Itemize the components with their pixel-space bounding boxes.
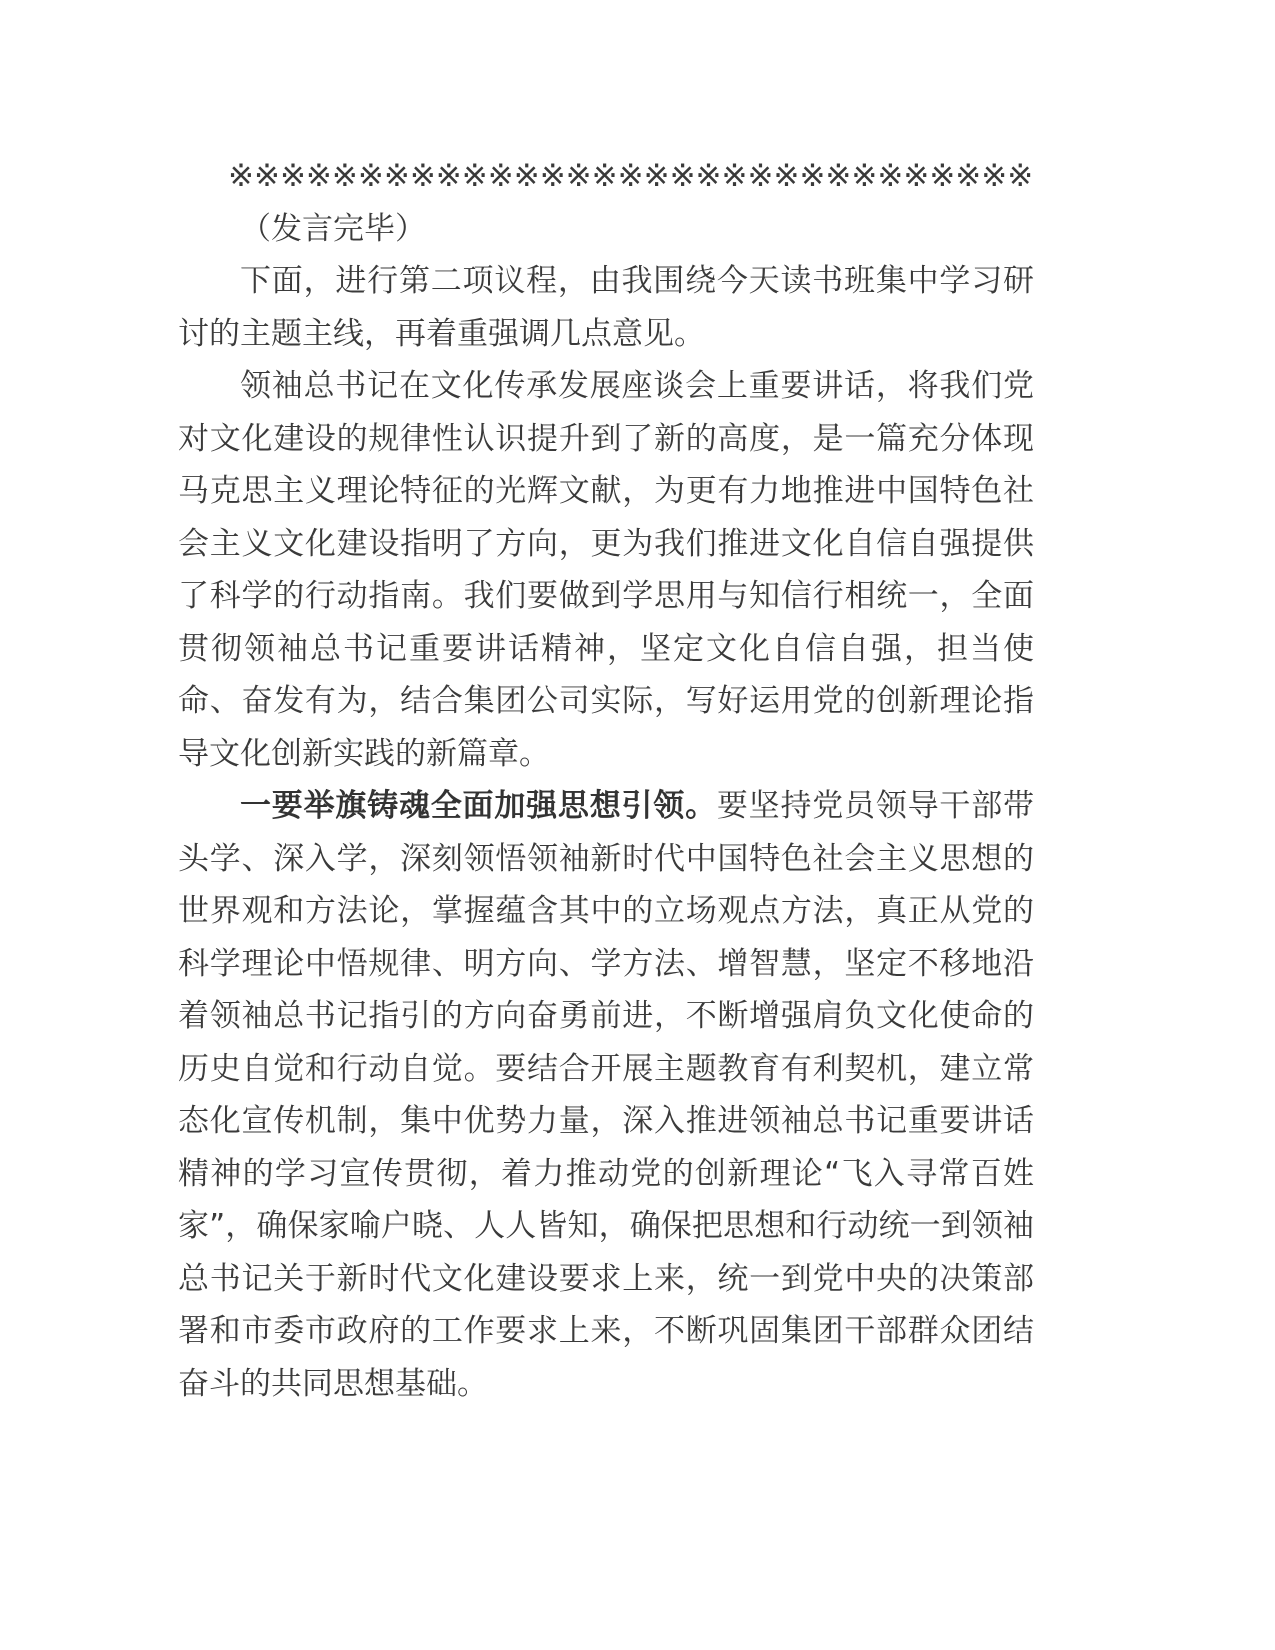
separator-line: ※※※※※※※※※※※※※※※※※※※※※※※※※※※※※※※: [228, 158, 1034, 194]
closing-note: （发言完毕）: [240, 210, 426, 247]
point-one-heading: 一要举旗铸魂全面加强思想引领。: [240, 788, 717, 824]
point-one-body: 要坚持党员领导干部带头学、深入学，深刻领悟领袖新时代中国特色社会主义思想的世界观和方法论，掌握蕴含其中的立场观点方法，真正从党的科学理论中悟规律、明方向、学方法、增智慧，坚定不移地沿着领袖总书记指引的方向奋勇前进，不断增强肩负文化使命的历史自觉和行动自觉。要结合开展主题教育有利契机，建立常态化宣传机制，集中优势力量，深入推进领袖总书记重要讲话精神的学习宣传贯彻，着力推动党的创新理论“飞入寻常百姓家”，确保家喻户晓、人人皆知，确保把思想和行动统一到领袖总书记关于新时代文化建设要求上来，统一到党中央的决策部署和市委市政府的工作要求上来，不断巩固集团干部群众团结奋斗的共同思想基础。: [178, 788, 1034, 1402]
paragraph-agenda: 下面，进行第二项议程，由我围绕今天读书班集中学习研讨的主题主线，再着重强调几点意见。: [178, 263, 1034, 352]
document-page: [178, 150, 1034, 1410]
paragraph-point-one: [178, 780, 1034, 1410]
paragraph-speech-summary: 领袖总书记在文化传承发展座谈会上重要讲话，将我们党对文化建设的规律性认识提升到了新的高度，是一篇充分体现马克思主义理论特征的光辉文献，为更有力地推进中国特色社会主义文化建设指明了方向，更为我们推进文化自信自强提供了科学的行动指南。我们要做到学思用与知信行相统一，全面贯彻领袖总书记重要讲话精神，坚定文化自信自强，担当使命、奋发有为，结合集团公司实际，写好运用党的创新理论指导文化创新实践的新篇章。: [178, 368, 1034, 772]
